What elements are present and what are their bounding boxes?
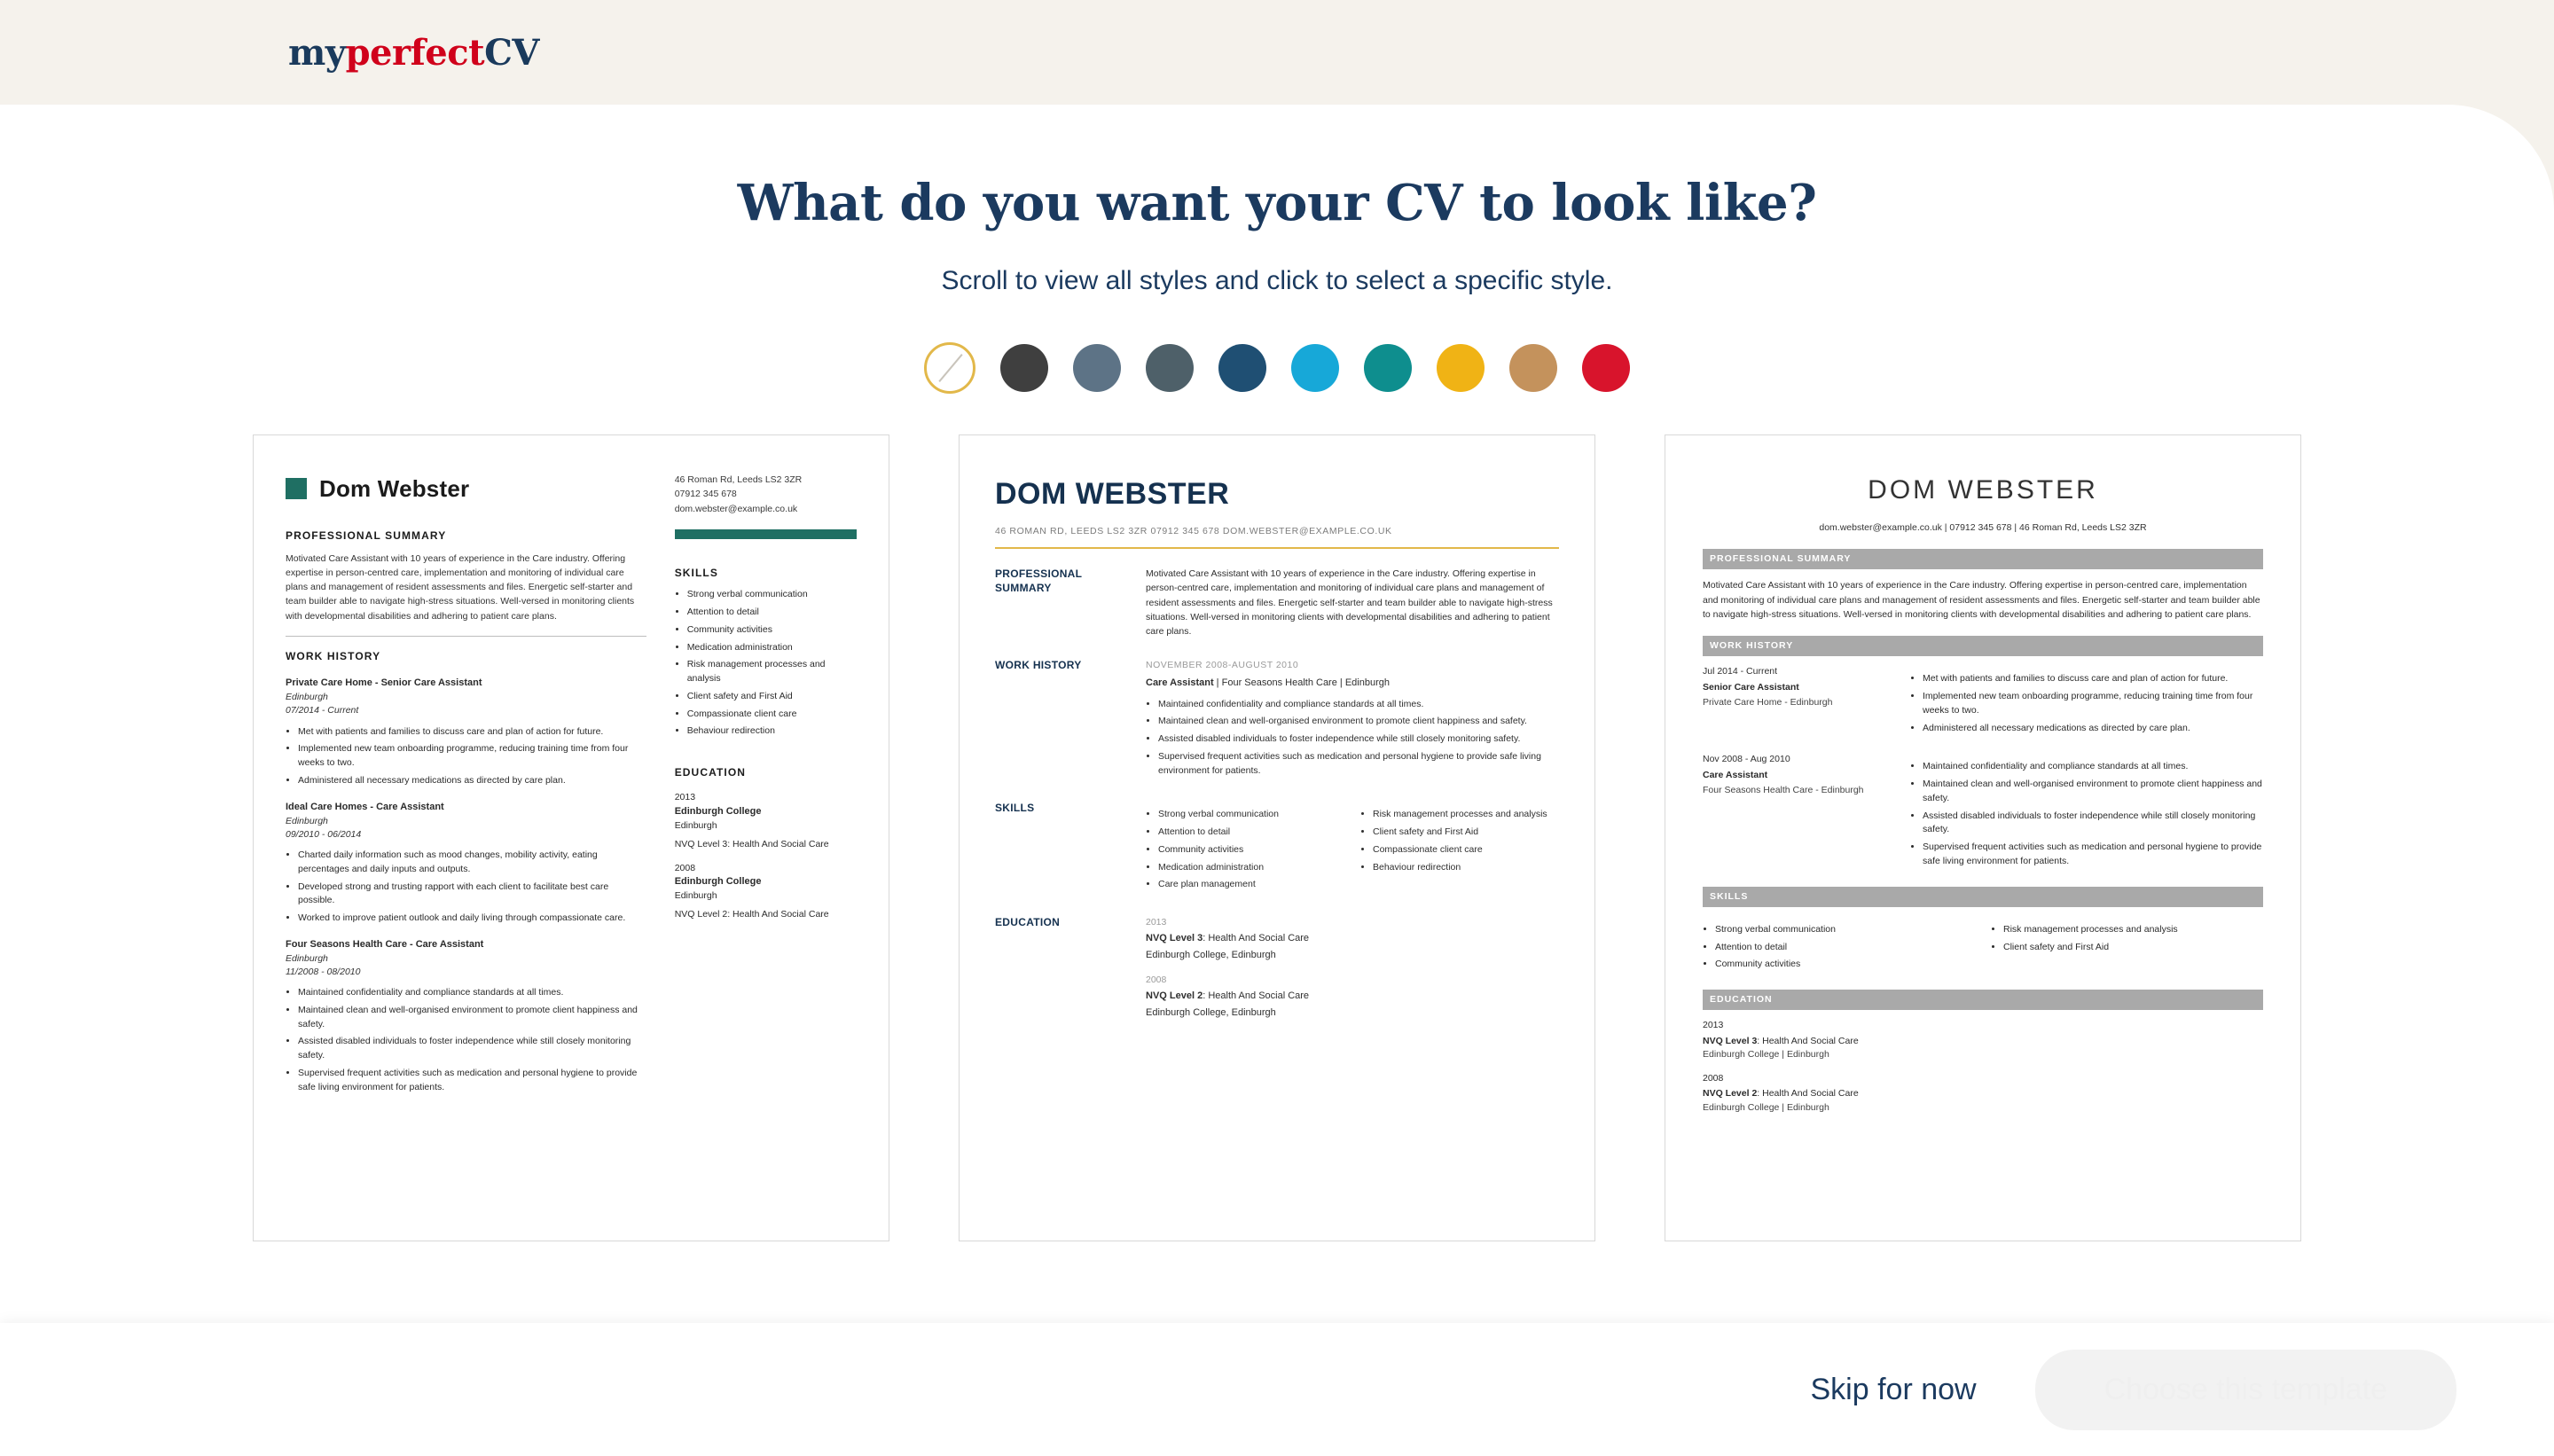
t3-job-2-role: Care Assistant <box>1703 769 1768 780</box>
t1-edu-school-1: Edinburgh College <box>674 805 762 817</box>
t3-skills-col-2 <box>2003 923 2263 975</box>
t3-summary-text: Motivated Care Assistant with 10 years of experience in the Care industry. Offering expertise in person-centred care, implementation and monitoring of individual care plans and management of resident assessments and files. Energetic self-starter and team builder able to navigate high-stress situations. Well-versed in monitoring clients with developmental disabilities and adhering to patient care plans. <box>1703 580 2260 620</box>
list-item: • Charted daily information such as mood changes, mobility activity, eating percentages and daily inputs and outputs. <box>298 849 646 877</box>
t3-job-1-dates: Jul 2014 - Current <box>1703 666 1778 677</box>
list-item: • Implemented new team onboarding programme, reducing training time from four weeks to two. <box>1923 690 2263 718</box>
list-item: • Compassionate client care <box>687 708 857 722</box>
t2-edu-year-1: 2013 <box>1146 917 1167 928</box>
t1-side-column <box>670 473 857 1099</box>
list-item: • Risk management processes and analysis <box>1373 808 1559 822</box>
t3-edu-qual-1 <box>1703 1035 2263 1048</box>
t2-summary-text: Motivated Care Assistant with 10 years of experience in the Care industry. Offering expertise in person-centred care, implementation and monitoring of individual care plans and management of resident assessments and files. Energetic self-starter and team builder able to navigate high-stress situations. Well-versed in monitoring clients with developmental disabilities and adhering to patient care plans. <box>1146 568 1553 638</box>
t1-edu-city-1: Edinburgh <box>674 819 717 831</box>
t1-email: dom.webster@example.co.uk <box>674 504 798 515</box>
t1-job-bullets-1 <box>298 725 646 788</box>
t3-skills-col-1 <box>1715 923 1975 975</box>
list-item: • Maintained clean and well-organised environment to promote client happiness and safety. <box>1923 778 2263 806</box>
t3-job-2-dates: Nov 2008 - Aug 2010 <box>1703 754 1790 765</box>
t1-edu-qual-1: NVQ Level 3: Health And Social Care <box>674 838 829 849</box>
t1-job-title-1: Private Care Home - Senior Care Assistant <box>286 677 482 689</box>
t3-summary-heading: PROFESSIONAL SUMMARY <box>1703 549 2263 569</box>
t2-skills-col-2 <box>1373 808 1559 896</box>
list-item: • Maintained confidentiality and compliance standards at all times. <box>1158 698 1559 712</box>
t2-edu-qual-2 <box>1146 989 1559 1004</box>
template-card-3[interactable] <box>1665 434 2301 1241</box>
list-item: • Client safety and First Aid <box>1373 826 1559 840</box>
list-item: • Strong verbal communication <box>1715 923 1975 937</box>
t2-edu-qual-2-rest: : Health And Social Care <box>1203 990 1310 1001</box>
list-item: • Maintained clean and well-organised environment to promote client happiness and safety. <box>1158 715 1559 729</box>
list-item: • Community activities <box>1715 958 1975 972</box>
list-item: • Compassionate client care <box>1373 843 1559 857</box>
list-item: • Attention to detail <box>1715 941 1975 955</box>
t1-work-heading: WORK HISTORY <box>286 649 381 662</box>
t1-phone: 07912 345 678 <box>674 489 737 500</box>
t3-edu-qual-1-rest: : Health And Social Care <box>1757 1035 1859 1046</box>
list-item: • Client safety and First Aid <box>687 690 857 704</box>
t1-address: 46 Roman Rd, Leeds LS2 3ZR <box>674 474 803 485</box>
page-title: What do you want your CV to look like? <box>737 174 1817 232</box>
t2-work-body <box>1146 658 1559 781</box>
main-stage <box>0 105 2554 1456</box>
t3-edu-school-2: Edinburgh College | Edinburgh <box>1703 1101 1829 1113</box>
t3-job-2-employer: Four Seasons Health Care - Edinburgh <box>1703 784 1864 795</box>
t3-edu-qual-1-bold: NVQ Level 3 <box>1703 1035 1758 1046</box>
list-item: • Strong verbal communication <box>687 588 857 602</box>
t3-job-1-role: Senior Care Assistant <box>1703 681 1799 693</box>
list-item: • Maintained confidentiality and compliance standards at all times. <box>298 986 646 1000</box>
color-swatch-slate-grey[interactable] <box>1146 344 1194 392</box>
list-item: • Behaviour redirection <box>1373 861 1559 875</box>
t1-job-bullets-2 <box>298 849 646 926</box>
top-bar <box>0 0 2554 105</box>
t2-work-heading: WORK HISTORY <box>995 659 1082 672</box>
list-item: • Risk management processes and analysis <box>2003 923 2263 937</box>
t1-edu-school-2: Edinburgh College <box>674 876 762 888</box>
brand-logo-perfect: perfect <box>345 31 485 74</box>
t1-skills-heading: SKILLS <box>674 566 718 579</box>
t3-edu-qual-2 <box>1703 1087 2263 1100</box>
color-swatch-dark-grey[interactable] <box>1000 344 1048 392</box>
template-card-2[interactable] <box>959 434 1595 1241</box>
t2-job-role: Care Assistant <box>1146 677 1214 688</box>
t3-edu-2 <box>1703 1072 2263 1115</box>
color-swatch-teal[interactable] <box>1364 344 1412 392</box>
t3-job-2 <box>1703 753 2263 872</box>
t3-job-1-meta <box>1703 665 1889 739</box>
t1-job-location-1: Edinburgh <box>286 692 328 703</box>
t3-job-2-meta <box>1703 753 1889 872</box>
t2-education-row <box>995 915 1559 1021</box>
t2-contact-line: 46 ROMAN RD, LEEDS LS2 3ZR 07912 345 678 DOM.WEBSTER@EXAMPLE.CO.UK <box>995 525 1392 536</box>
t3-candidate-name: DOM WEBSTER <box>1868 474 2098 505</box>
t2-education-body <box>1146 915 1559 1021</box>
brand-logo-my: my <box>288 31 346 74</box>
t1-edu-city-2: Edinburgh <box>674 890 717 902</box>
skip-for-now-button[interactable]: Skip for now <box>1806 1372 1982 1408</box>
t3-edu-year-1: 2013 <box>1703 1020 1724 1031</box>
color-swatch-list <box>0 342 2554 394</box>
t2-job-bullets <box>1158 698 1559 779</box>
color-swatch-red[interactable] <box>1582 344 1630 392</box>
t2-skills-heading: SKILLS <box>995 802 1035 815</box>
list-item: • Assisted disabled individuals to foster independence while still closely monitoring safety. <box>1158 732 1559 747</box>
t1-edu-year-2: 2008 <box>674 863 696 874</box>
t2-work-row <box>995 658 1559 781</box>
t1-job-dates-3: 11/2008 - 08/2010 <box>286 966 361 977</box>
list-item: • Medication administration <box>1158 861 1344 875</box>
t1-summary-heading: PROFESSIONAL SUMMARY <box>286 529 447 543</box>
list-item: • Attention to detail <box>687 606 857 620</box>
list-item: • Supervised frequent activities such as medication and personal hygiene to provide safe living environment for patients. <box>1923 841 2263 869</box>
t2-candidate-name: DOM WEBSTER <box>995 476 1230 511</box>
list-item: • Met with patients and families to discuss care and plan of action for future. <box>1923 672 2263 686</box>
template-card-1[interactable] <box>253 434 889 1241</box>
t2-skills-body <box>1146 801 1559 896</box>
list-item: • Community activities <box>1158 843 1344 857</box>
t2-skills-row <box>995 801 1559 896</box>
t2-edu-qual-2-bold: NVQ Level 2 <box>1146 990 1203 1001</box>
t3-job-1-employer: Private Care Home - Edinburgh <box>1703 696 1833 708</box>
t2-summary-heading: PROFESSIONAL SUMMARY <box>995 568 1083 595</box>
t1-job-dates-1: 07/2014 - Current <box>286 705 359 716</box>
t1-summary-text: Motivated Care Assistant with 10 years of experience in the Care industry. Offering expertise in person-centred care, implementation and monitoring of individual care plans and management of resident assessments and files. Energetic self-starter and team builder able to navigate high-stress situations. Well-versed in monitoring clients with developmental disabilities and adhering to patient care plans. <box>286 552 635 622</box>
t1-name-row <box>286 473 646 506</box>
list-item: • Strong verbal communication <box>1158 808 1344 822</box>
t1-education-heading: EDUCATION <box>674 766 747 779</box>
t3-edu-school-1: Edinburgh College | Edinburgh <box>1703 1048 1829 1060</box>
t1-skills-list <box>687 588 857 739</box>
t1-job-bullets-3 <box>298 986 646 1094</box>
list-item: • Client safety and First Aid <box>2003 941 2263 955</box>
color-swatch-navy[interactable] <box>1218 344 1266 392</box>
t3-edu-1 <box>1703 1019 2263 1061</box>
list-item: • Maintained clean and well-organised environment to promote client happiness and safety. <box>298 1004 646 1032</box>
t1-contact-block <box>675 473 857 517</box>
color-swatch-amber[interactable] <box>1437 344 1485 392</box>
t3-job-2-bullet-list <box>1923 760 2263 868</box>
t1-job-title-2: Ideal Care Homes - Care Assistant <box>286 801 444 812</box>
t3-edu-qual-2-bold: NVQ Level 2 <box>1703 1088 1758 1100</box>
t1-job-location-2: Edinburgh <box>286 815 328 826</box>
t2-job-location: Edinburgh <box>1344 677 1390 688</box>
t2-edu-qual-1-rest: : Health And Social Care <box>1203 933 1310 944</box>
t3-education-heading: EDUCATION <box>1703 990 2263 1010</box>
list-item: • Administered all necessary medications as directed by care plan. <box>298 774 646 788</box>
brand-logo-cv: CV <box>484 31 539 74</box>
list-item: • Attention to detail <box>1158 826 1344 840</box>
t1-divider <box>286 636 646 637</box>
list-item: • Care plan management <box>1158 878 1344 892</box>
t2-education-heading: EDUCATION <box>995 916 1061 929</box>
t2-skills-col-1 <box>1158 808 1344 896</box>
color-swatch-tan[interactable] <box>1509 344 1557 392</box>
t3-job-2-bullets <box>1910 753 2263 872</box>
t2-edu-qual-1-bold: NVQ Level 3 <box>1146 933 1203 944</box>
t2-job-header: Care Assistant | Four Seasons Health Care | Edinburgh <box>1146 677 1390 688</box>
t3-edu-year-2: 2008 <box>1703 1073 1724 1084</box>
t1-main-column <box>286 473 670 1099</box>
t3-work-heading: WORK HISTORY <box>1703 636 2263 656</box>
t2-edu-school-2: Edinburgh College, Edinburgh <box>1146 1006 1276 1018</box>
t2-edu-qual-1 <box>1146 931 1559 946</box>
t1-job-location-3: Edinburgh <box>286 952 328 964</box>
t3-job-1 <box>1703 665 2263 739</box>
list-item: • Met with patients and families to discuss care and plan of action for future. <box>298 725 646 740</box>
t1-edu-year-1: 2013 <box>674 792 696 803</box>
list-item: • Risk management processes and analysis <box>687 658 857 686</box>
t1-job-title-3: Four Seasons Health Care - Care Assistant <box>286 938 484 950</box>
t3-skills-body <box>1703 916 2263 975</box>
t2-edu-school-1: Edinburgh College, Edinburgh <box>1146 950 1276 961</box>
list-item: • Maintained confidentiality and compliance standards at all times. <box>1923 760 2263 774</box>
t3-job-1-bullet-list <box>1923 672 2263 735</box>
t3-contact-line: dom.webster@example.co.uk | 07912 345 678 | 46 Roman Rd, Leeds LS2 3ZR <box>1819 522 2147 534</box>
t2-job-dates: NOVEMBER 2008-AUGUST 2010 <box>1146 660 1299 671</box>
list-item: • Assisted disabled individuals to foster independence while still closely monitoring safety. <box>298 1035 646 1063</box>
t2-job-employer: Four Seasons Health Care <box>1221 677 1337 688</box>
color-swatch-no-color[interactable] <box>924 342 975 394</box>
list-item: • Behaviour redirection <box>687 724 857 739</box>
list-item: • Implemented new team onboarding programme, reducing training time from four weeks to two. <box>298 742 646 771</box>
list-item: • Supervised frequent activities such as medication and personal hygiene to provide safe living environment for patients. <box>1158 750 1559 779</box>
t1-candidate-name: Dom Webster <box>319 474 470 502</box>
t3-job-1-bullets <box>1910 665 2263 739</box>
list-item: • Supervised frequent activities such as medication and personal hygiene to provide safe living environment for patients. <box>298 1067 646 1095</box>
template-list <box>0 434 2554 1241</box>
t1-accent-square <box>286 478 307 499</box>
t3-skills-heading: SKILLS <box>1703 887 2263 907</box>
list-item: • Administered all necessary medications as directed by care plan. <box>1923 722 2263 736</box>
t1-job-dates-2: 09/2010 - 06/2014 <box>286 828 362 840</box>
t2-edu-year-2: 2008 <box>1146 974 1167 985</box>
list-item: • Worked to improve patient outlook and daily living through compassionate care. <box>298 912 646 926</box>
brand-logo[interactable] <box>288 32 539 74</box>
list-item: • Developed strong and trusting rapport with each client to facilitate best care possible. <box>298 881 646 909</box>
t2-summary-row <box>995 567 1559 638</box>
list-item: • Community activities <box>687 623 857 638</box>
t1-accent-bar <box>675 529 857 539</box>
color-swatch-slate-blue[interactable] <box>1073 344 1121 392</box>
list-item: • Medication administration <box>687 641 857 655</box>
footer-bar <box>0 1323 2554 1456</box>
t2-accent-rule <box>995 547 1559 549</box>
choose-this-template-button[interactable]: Choose this template <box>2035 1350 2456 1430</box>
t3-edu-qual-2-rest: : Health And Social Care <box>1757 1088 1859 1100</box>
color-swatch-cyan[interactable] <box>1291 344 1339 392</box>
page-subtitle: Scroll to view all styles and click to select a specific style. <box>941 265 1613 295</box>
t1-edu-qual-2: NVQ Level 2: Health And Social Care <box>674 909 829 920</box>
list-item: • Assisted disabled individuals to foster independence while still closely monitoring safety. <box>1923 810 2263 838</box>
